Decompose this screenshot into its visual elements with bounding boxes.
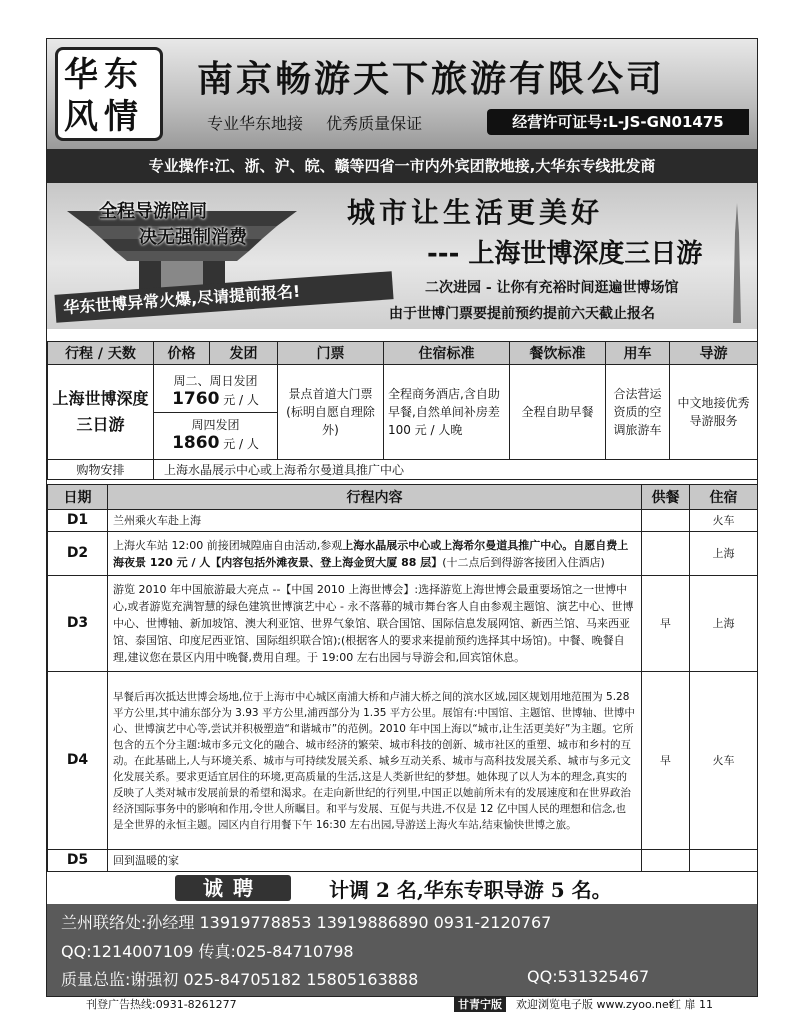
license-number: 经营许可证号:L-JS-GN01475 (487, 109, 749, 135)
day-content: 兰州乘火车赴上海 (108, 510, 642, 532)
day-content-bold: 上海水晶展示中心或上海希尔曼道具推广中心。自愿自费上海夜景 120 元 / 人【内容包括外滩夜景、登上海金贸大厦 88 层】 (113, 538, 629, 569)
page-number: 红 扉 11 (670, 998, 713, 1011)
shopping-row (48, 460, 758, 480)
banner-line-1: 全程导游陪同 (99, 201, 207, 222)
day-label: D5 (48, 850, 108, 872)
col-hotel: 住宿标准 (384, 342, 510, 365)
banner (47, 183, 757, 329)
col-meals: 供餐 (642, 485, 690, 510)
day-meal (642, 510, 690, 532)
itinerary-row-d2 (48, 532, 758, 576)
site-info: 欢迎浏览电子版 www.zyoo.net (516, 998, 674, 1011)
recruit-text: 计调 2 名,华东专职导游 5 名。 (329, 878, 612, 902)
ticket-info: 景点首道大门票(标明自愿自理除外) (278, 365, 384, 460)
price-1: 1760 (172, 388, 220, 409)
price-unit-2: 元 / 人 (223, 436, 259, 451)
day-label: D4 (48, 672, 108, 850)
edition-badge: 甘青宁版 (454, 996, 506, 1012)
itinerary-row-d3 (48, 576, 758, 672)
banner-hot-notice: 华东世博异常火爆,尽请提前报名! (54, 271, 393, 323)
day-meal (642, 850, 690, 872)
departure-2: 周四发团 (154, 412, 277, 434)
header (47, 39, 757, 149)
col-date: 日期 (48, 485, 108, 510)
meal-info: 全程自助早餐 (510, 365, 606, 460)
day-label: D1 (48, 510, 108, 532)
ad-hotline: 刊登广告热线:0931-8261277 (86, 998, 237, 1011)
itinerary-table (47, 484, 758, 872)
advertisement-page (46, 38, 758, 997)
day-stay: 火车 (690, 510, 758, 532)
col-meal: 餐饮标准 (510, 342, 606, 365)
itinerary-row-d1 (48, 510, 758, 532)
shopping-info: 上海水晶展示中心或上海希尔曼道具推广中心 (154, 460, 758, 480)
contact-qq-2: QQ:531325467 (527, 967, 650, 986)
col-vehicle: 用车 (606, 342, 670, 365)
day-content-part-a: 上海火车站 12:00 前接团城隍庙自由活动,参观 (113, 538, 343, 552)
day-meal: 早 (642, 672, 690, 850)
day-content: 游览 2010 年中国旅游最大亮点 --【中国 2010 上海世博会】:选择游览上海世博会最重要场馆之一世博中心,或者游览充满智慧的绿色建筑世博演艺中心 - 永不落幕的城市舞台客人自由参观主题馆、演艺中心、世博中心、世博轴、新加坡馆、澳大利亚馆、世界气象馆、联合国馆、国际信息发展网馆、新西兰馆、马来西亚馆、泰国馆、印度尼西亚馆、国际组织联合馆);(根据客人的要求来提前预约选择其中场馆)。中餐、晚餐自理,建议您在景区内用中晚餐,费用自理。于 19:00 左右出园与导游会和,回宾馆休息。 (108, 576, 642, 672)
banner-sub-1: 二次进园 - 让你有充裕时间逛遍世博场馆 (425, 280, 679, 296)
col-guide: 导游 (670, 342, 758, 365)
price-2: 1860 (172, 432, 220, 453)
day-content-part-b: (十二点后到得游客接团入住酒店) (442, 555, 605, 569)
day-label: D2 (48, 532, 108, 576)
day-content: 回到温暖的家 (108, 850, 642, 872)
itinerary-row-d4 (48, 672, 758, 850)
day-stay: 火车 (690, 672, 758, 850)
price-row (48, 365, 758, 460)
slogan-1: 专业华东地接 (207, 114, 304, 133)
price-unit-1: 元 / 人 (223, 392, 259, 407)
col-content: 行程内容 (108, 485, 642, 510)
col-ticket: 门票 (278, 342, 384, 365)
col-route: 行程 / 天数 (48, 342, 154, 365)
vehicle-info: 合法营运资质的空调旅游车 (606, 365, 670, 460)
operations-bar: 专业操作:江、浙、沪、皖、赣等四省一市内外宾团散地接,大华东专线批发商 (47, 149, 757, 183)
company-name: 南京畅游天下旅游有限公司 (197, 58, 666, 100)
hotel-info: 全程商务酒店,含自助早餐,自然单间补房差 100 元 / 人晚 (384, 365, 510, 460)
recruit-badge: 诚聘 (175, 875, 291, 901)
banner-line-2: 决无强制消费 (139, 227, 247, 248)
tower-icon (729, 203, 745, 323)
itinerary-header (48, 485, 758, 510)
logo-char-1: 华 (64, 55, 104, 95)
day-stay: 上海 (690, 576, 758, 672)
contact-block (47, 904, 757, 996)
banner-title-2: --- 上海世博深度三日游 (427, 239, 703, 269)
price-table (47, 341, 758, 480)
price-table-header (48, 342, 758, 365)
slogan-2: 优秀质量保证 (326, 114, 423, 133)
route-name: 上海世博深度三日游 (48, 365, 154, 460)
day-meal (642, 532, 690, 576)
day-content (108, 532, 642, 576)
recruitment-bar (47, 872, 757, 904)
contact-line-1: 兰州联络处:孙经理 13919778853 13919886890 0931-2120767 (61, 913, 552, 932)
banner-sub-2: 由于世博门票要提前预约提前六天截止报名 (389, 306, 655, 322)
col-departure: 发团 (210, 342, 278, 365)
col-price: 价格 (154, 342, 210, 365)
itinerary-row-d5 (48, 850, 758, 872)
price-cell (154, 365, 278, 460)
slogan (207, 111, 440, 134)
day-label: D3 (48, 576, 108, 672)
logo-char-3: 风 (64, 97, 104, 137)
col-stay: 住宿 (690, 485, 758, 510)
banner-title-1: 城市让生活更美好 (347, 196, 604, 229)
day-stay (690, 850, 758, 872)
shopping-label: 购物安排 (48, 460, 154, 480)
guide-info: 中文地接优秀导游服务 (670, 365, 758, 460)
day-stay: 上海 (690, 532, 758, 576)
day-content: 早餐后再次抵达世博会场地,位于上海市中心城区南浦大桥和卢浦大桥之间的滨水区域,园区规划用地范围为 5.28 平方公里,其中浦东部分为 3.93 平方公里,浦西部分为 1.35 平方公里。展馆有:中国馆、主题馆、世博轴、世博中心、世博演艺中心等,尝试并积极塑造“和谐城市”的范例。2010 年中国上海以“城市,让生活更美好”为主题。它所包含的五个分主题:城市多元文化的融合、城市经济的繁荣、城市科技的创新、城市社区的重塑、城市和乡村的互动。在此基础上,人与环境关系、城市与可持续发展关系、城乡互动关系、城市与高科技发展关系、城市与多元文化发展关系。要求更适宜居住的环境,更高质量的生活,这是人类新世纪的梦想。她体现了以人为本的理念,真实的反映了人类对城市发展前景的希望和渴求。在走向新世纪的行列里,中国正以她前所未有的发展速度和在世界政治经济国际事务中的影响和作用,令世人所瞩目。和平与发展、互促与共进,不仅是 12 亿中国人民的理想和信念,也是全世界的永恒主题。园区内自行用餐下午 16:30 左右出园,导游送上海火车站,结束愉快世博之旅。 (108, 672, 642, 850)
contact-line-2: QQ:1214007109 传真:025-84710798 (61, 942, 354, 961)
contact-line-3: 质量总监:谢强初 025-84705182 15805163888 (61, 970, 419, 989)
logo-char-4: 情 (104, 97, 144, 137)
logo-char-2: 东 (104, 55, 144, 95)
logo (55, 47, 163, 141)
day-meal: 早 (642, 576, 690, 672)
departure-1: 周二、周日发团 (173, 373, 258, 388)
